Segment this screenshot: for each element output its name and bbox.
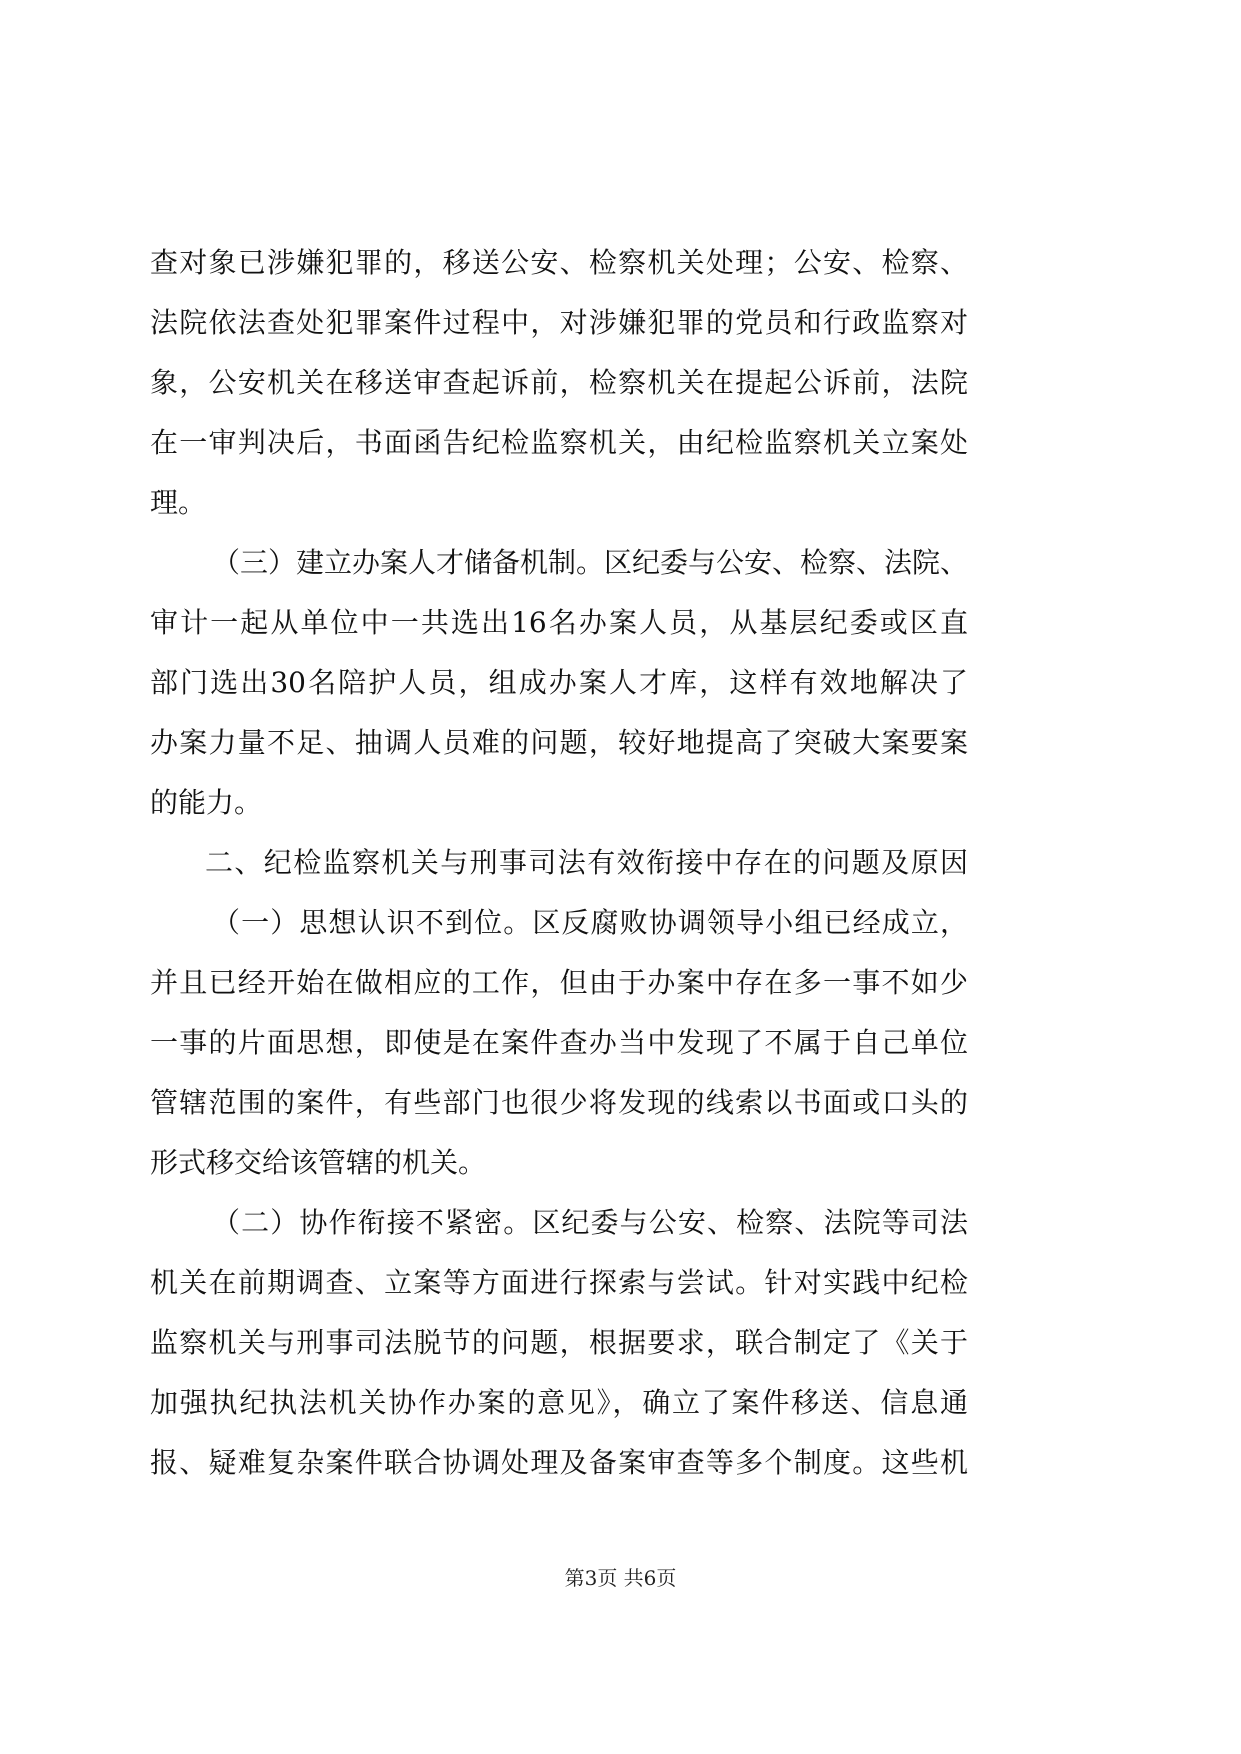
body-line: 形式移交给该管辖的机关。 [150,1146,487,1179]
section-heading-line: （二）协作衔接不紧密。区纪委与公安、检察、法院等司法 [212,1206,968,1239]
body-line: 理。 [150,486,207,519]
body-line: 监察机关与刑事司法脱节的问题，根据要求，联合制定了《关于 [150,1326,968,1359]
body-line: 一事的片面思想，即使是在案件查办当中发现了不属于自己单位 [150,1026,968,1059]
body-line: 办案力量不足、抽调人员难的问题，较好地提高了突破大案要案 [150,726,968,759]
body-line: 的能力。 [150,786,263,819]
body-line: 部门选出30名陪护人员，组成办案人才库，这样有效地解决了 [150,666,968,699]
body-line: 加强执纪执法机关协作办案的意见》，确立了案件移送、信息通 [150,1386,968,1419]
page-number-footer: 第3页 共6页 [564,1566,677,1590]
body-line: 机关在前期调查、立案等方面进行探索与尝试。针对实践中纪检 [150,1266,968,1299]
body-line: 在一审判决后，书面函告纪检监察机关，由纪检监察机关立案处 [150,426,968,459]
body-line: 查对象已涉嫌犯罪的，移送公安、检察机关处理；公安、检察、 [150,246,968,279]
chapter-heading: 二、纪检监察机关与刑事司法有效衔接中存在的问题及原因 [205,846,968,879]
section-heading-line: （一）思想认识不到位。区反腐败协调领导小组已经成立， [212,906,968,939]
body-line: 审计一起从单位中一共选出16名办案人员，从基层纪委或区直 [150,606,968,639]
section-heading-line: （三）建立办案人才储备机制。区纪委与公安、检察、法院、 [212,546,969,579]
body-line: 报、疑难复杂案件联合协调处理及备案审查等多个制度。这些机 [150,1446,968,1479]
body-line: 并且已经开始在做相应的工作，但由于办案中存在多一事不如少 [150,966,968,999]
body-line: 象，公安机关在移送审查起诉前，检察机关在提起公诉前，法院 [150,366,968,399]
body-line: 管辖范围的案件，有些部门也很少将发现的线索以书面或口头的 [150,1086,968,1119]
body-line: 法院依法查处犯罪案件过程中，对涉嫌犯罪的党员和行政监察对 [150,306,968,339]
